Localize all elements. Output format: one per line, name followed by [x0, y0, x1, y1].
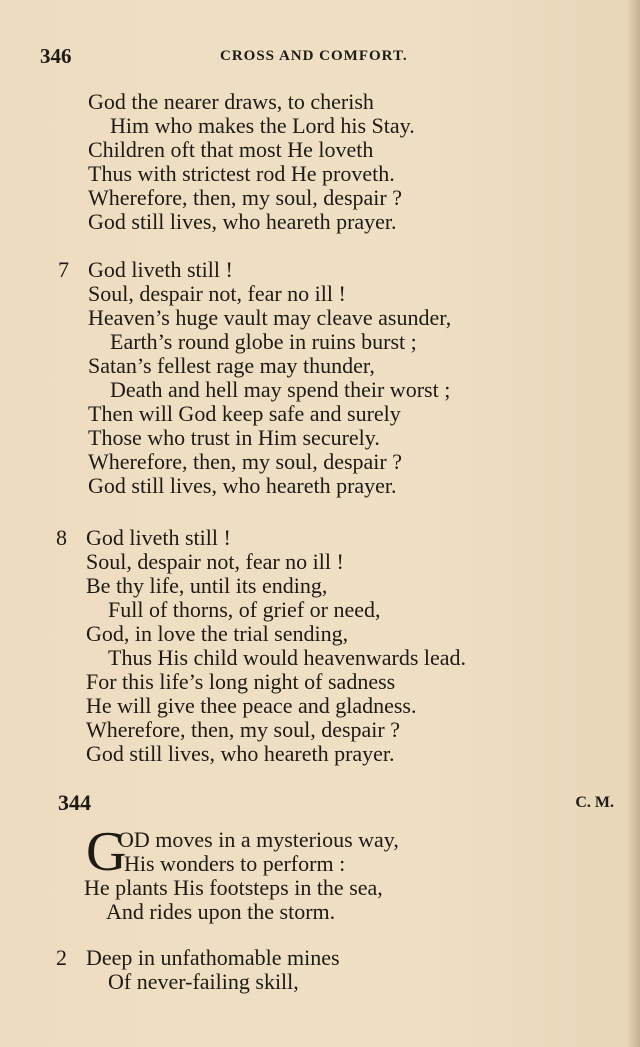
- stanza-number: 2: [56, 945, 67, 970]
- verse-line: For this life’s long night of sadness: [86, 669, 396, 694]
- verse-line: Wherefore, then, my soul, despair ?: [88, 449, 402, 474]
- verse-line: Those who trust in Him securely.: [88, 425, 380, 450]
- stanza-8: [58, 526, 618, 766]
- verse-line: Full of thorns, of grief or need,: [108, 597, 381, 622]
- verse-line: Thus with strictest rod He proveth.: [88, 161, 395, 186]
- verse-line: Children oft that most He loveth: [88, 137, 374, 162]
- drop-cap: G: [86, 821, 127, 883]
- verse-line: Wherefore, then, my soul, despair ?: [88, 185, 402, 210]
- verse-line: God the nearer draws, to cherish: [88, 89, 374, 114]
- hymn-meter: C. M.: [575, 794, 614, 811]
- hymn-344-stanza-1: [84, 821, 640, 924]
- verse-line: Him who makes the Lord his Stay.: [110, 113, 415, 138]
- verse-line: Satan’s fellest rage may thunder,: [88, 353, 375, 378]
- verse-line: Earth’s round globe in ruins burst ;: [110, 329, 417, 354]
- verse-line: Soul, despair not, fear no ill !: [86, 549, 344, 574]
- verse-line: Be thy life, until its ending,: [86, 573, 328, 598]
- section-title: CROSS AND COMFORT.: [220, 48, 408, 64]
- page-edge-shadow: [626, 0, 640, 1047]
- hymn-344-stanza-2: [58, 946, 618, 994]
- verse-line: And rides upon the storm.: [106, 899, 336, 924]
- verse-line: God, in love the trial sending,: [86, 621, 349, 646]
- verse-line: OD moves in a mysterious way,: [118, 827, 399, 852]
- verse-line: God still lives, who heareth prayer.: [88, 209, 397, 234]
- hymn-heading: [58, 790, 614, 816]
- verse-line: God liveth still !: [86, 525, 231, 550]
- stanza-continuation: [88, 90, 640, 234]
- verse-line: Then will God keep safe and surely: [88, 401, 401, 426]
- verse-line: God liveth still !: [88, 257, 233, 282]
- verse-line: Deep in unfathomable mines: [86, 945, 340, 970]
- verse-line: Thus His child would heavenwards lead.: [108, 645, 467, 670]
- verse-line: Wherefore, then, my soul, despair ?: [86, 717, 400, 742]
- verse-line: God still lives, who heareth prayer.: [88, 473, 397, 498]
- verse-line: He will give thee peace and gladness.: [86, 693, 417, 718]
- verse-line: Of never-failing skill,: [108, 969, 299, 994]
- page-header: [40, 44, 600, 70]
- verse-line: Death and hell may spend their worst ;: [110, 377, 451, 402]
- stanza-7: [60, 258, 620, 498]
- stanza-number: 7: [58, 257, 69, 282]
- stanza-number: 8: [56, 525, 67, 550]
- verse-line: His wonders to perform :: [124, 851, 346, 876]
- verse-line: Soul, despair not, fear no ill !: [88, 281, 346, 306]
- verse-line: God still lives, who heareth prayer.: [86, 741, 395, 766]
- verse-line: He plants His footsteps in the sea,: [84, 875, 383, 900]
- hymn-number: 344: [58, 790, 91, 815]
- verse-line: Heaven’s huge vault may cleave asunder,: [88, 305, 452, 330]
- page-number: 346: [40, 44, 72, 68]
